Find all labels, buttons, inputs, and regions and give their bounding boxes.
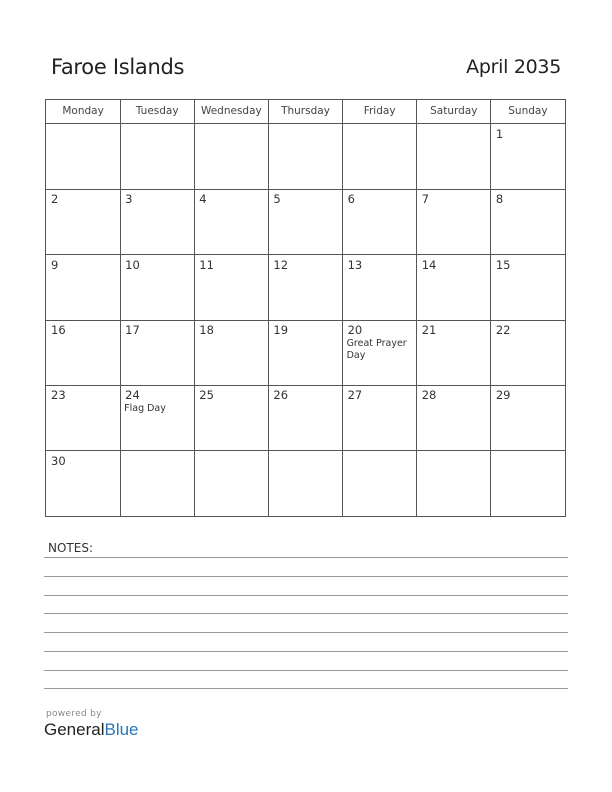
day-cell — [343, 255, 417, 320]
day-cell — [46, 189, 120, 254]
day-cell — [491, 124, 565, 189]
weekday-header-row — [46, 100, 565, 124]
day-cell — [194, 189, 268, 254]
day-cell — [268, 451, 342, 516]
weekday-wednesday: Wednesday — [200, 105, 262, 117]
day-cell — [194, 255, 268, 320]
day-cell — [343, 189, 417, 254]
day-number: 30 — [51, 453, 66, 468]
day-number: 11 — [199, 257, 214, 272]
notes-line — [44, 613, 568, 614]
day-number: 8 — [495, 192, 504, 207]
day-number: 15 — [495, 257, 511, 272]
day-cell — [46, 124, 120, 189]
notes-line — [44, 688, 568, 689]
notes-label: NOTES: — [48, 541, 93, 555]
day-cell — [343, 385, 417, 450]
day-number: 20 — [347, 323, 363, 337]
day-cell — [417, 320, 491, 385]
day-number: 23 — [51, 388, 66, 403]
weekday-saturday: Saturday — [430, 105, 478, 117]
day-cell — [491, 255, 565, 320]
notes-line — [44, 595, 568, 596]
day-number: 17 — [125, 323, 140, 337]
day-cell — [46, 451, 120, 516]
day-number: 5 — [273, 192, 281, 207]
weekday-tuesday: Tuesday — [135, 105, 179, 117]
day-cell — [120, 189, 194, 254]
day-number: 12 — [273, 257, 289, 272]
day-cell — [491, 451, 565, 516]
day-number: 22 — [495, 323, 511, 337]
day-number: 26 — [273, 388, 289, 403]
weekday-monday: Monday — [62, 105, 104, 117]
day-number: 16 — [51, 323, 66, 337]
holiday-label: Flag Day — [124, 403, 166, 415]
generalblue-logo — [44, 720, 139, 740]
day-cell — [120, 320, 194, 385]
day-cell — [417, 385, 491, 450]
day-number: 1 — [495, 127, 504, 141]
day-number: 27 — [347, 388, 363, 403]
notes-line — [44, 670, 568, 671]
day-cell — [194, 451, 268, 516]
notes-line — [44, 576, 568, 577]
powered-by-text: powered by — [46, 709, 102, 719]
day-cell — [46, 255, 120, 320]
day-cell — [194, 124, 268, 189]
day-cell — [46, 385, 120, 450]
day-number: 19 — [273, 323, 289, 337]
day-cell — [268, 320, 342, 385]
country-title: Faroe Islands — [51, 55, 185, 79]
notes-line — [44, 651, 568, 652]
day-number: 28 — [421, 388, 437, 403]
brand-general: General — [44, 720, 105, 739]
calendar-grid — [45, 99, 566, 517]
day-cell — [343, 320, 417, 385]
day-cell — [268, 385, 342, 450]
day-cell — [417, 255, 491, 320]
day-cell — [268, 189, 342, 254]
day-number: 24 — [125, 388, 140, 403]
day-cell — [120, 255, 194, 320]
weekday-thursday: Thursday — [281, 105, 330, 117]
month-year-title: April 2035 — [466, 56, 561, 78]
day-cell — [343, 451, 417, 516]
day-cell — [194, 385, 268, 450]
weekday-friday: Friday — [363, 105, 396, 117]
day-cell — [417, 189, 491, 254]
day-number: 13 — [347, 257, 363, 272]
day-cell — [417, 124, 491, 189]
day-number: 9 — [51, 257, 59, 272]
day-number: 2 — [51, 192, 59, 207]
day-number: 25 — [199, 388, 214, 403]
day-cell — [120, 124, 194, 189]
day-number: 7 — [421, 192, 430, 207]
day-cell — [491, 189, 565, 254]
day-cell — [194, 320, 268, 385]
day-number: 14 — [421, 257, 437, 272]
day-number: 4 — [199, 192, 207, 207]
day-number: 10 — [125, 257, 140, 272]
day-number: 29 — [495, 388, 511, 403]
day-number: 18 — [199, 323, 214, 337]
day-cell — [120, 451, 194, 516]
weekday-sunday: Sunday — [508, 105, 548, 117]
day-number: 21 — [421, 323, 437, 337]
day-cell — [120, 385, 194, 450]
holiday-label: Great Prayer Day — [346, 338, 407, 361]
brand-blue: Blue — [104, 720, 139, 739]
day-cell — [343, 124, 417, 189]
day-cell — [268, 255, 342, 320]
notes-line — [44, 632, 568, 633]
day-number: 6 — [347, 192, 355, 207]
day-cell — [491, 320, 565, 385]
day-cell — [491, 385, 565, 450]
notes-line — [44, 557, 568, 558]
day-cell — [268, 124, 342, 189]
day-cell — [417, 451, 491, 516]
day-cell — [46, 320, 120, 385]
day-number: 3 — [125, 192, 133, 207]
